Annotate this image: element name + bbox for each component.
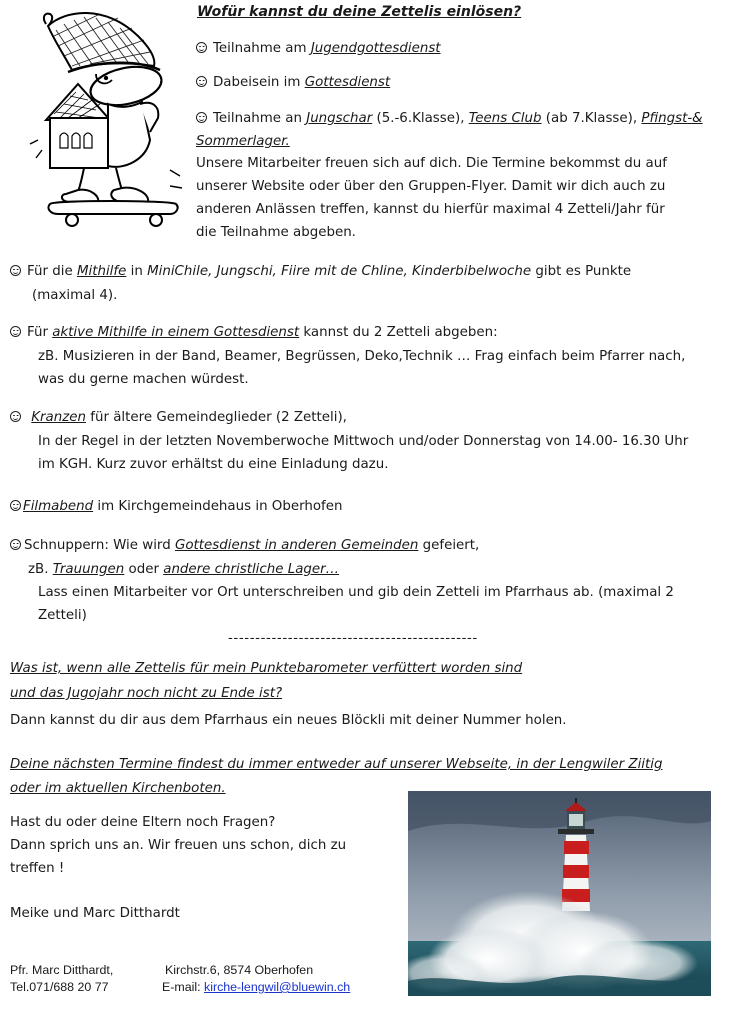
lighthouse-photo xyxy=(408,791,711,996)
list-item-jugendgottesdienst: Teilnahme am Jugendgottesdienst xyxy=(196,40,441,57)
smiley-icon xyxy=(10,265,21,276)
paragraph-line: Lass einen Mitarbeiter vor Ort unterschreiben und gib dein Zetteli im Pfarrhaus ab. (maximal 2 xyxy=(38,585,674,600)
list-item-filmabend: Filmabend im Kirchgemeindehaus in Oberhofen xyxy=(10,498,342,515)
paragraph-line: die Teilnahme abgeben. xyxy=(196,225,356,240)
list-item-kranzen: Kranzen für ältere Gemeindeglieder (2 Zetteli), xyxy=(10,409,347,426)
paragraph-line: zB. Trauungen oder andere christliche Lager… xyxy=(28,562,340,577)
termine-line: Deine nächsten Termine findest du immer entweder auf unserer Webseite, in der Lengwiler Ziitig xyxy=(10,757,663,772)
smiley-icon xyxy=(10,411,21,422)
email-link[interactable]: kirche-lengwil@bluewin.ch xyxy=(204,980,351,994)
smiley-icon xyxy=(196,112,207,123)
list-item-schnuppern: Schnuppern: Wie wird Gottesdienst in anderen Gemeinden gefeiert, xyxy=(10,537,479,554)
list-item-aktive-mithilfe: Für aktive Mithilfe in einem Gottesdienst kannst du 2 Zetteli abgeben: xyxy=(10,324,498,341)
contact-line: Dann sprich uns an. Wir freuen uns schon, dich zu xyxy=(10,838,347,853)
list-item-jungschar: Teilnahme an Jungschar (5.-6.Klasse), Teens Club (ab 7.Klasse), Pfingst-& xyxy=(196,110,703,127)
contact-line: treffen ! xyxy=(10,861,65,876)
skateboard-church-cartoon xyxy=(20,0,190,228)
paragraph-line: was du gerne machen würdest. xyxy=(38,372,249,387)
footer-name: Pfr. Marc Ditthardt, xyxy=(10,963,114,977)
paragraph-line: anderen Anlässen treffen, kannst du hierfür maximal 4 Zetteli/Jahr für xyxy=(196,202,665,217)
paragraph-line: Zetteli) xyxy=(38,608,87,623)
smiley-icon xyxy=(196,42,207,53)
contact-line: Hast du oder deine Eltern noch Fragen? xyxy=(10,815,276,830)
paragraph-line: In der Regel in der letzten Novemberwoche Mittwoch und/oder Donnerstag von 14.00- 16.30 Uhr xyxy=(38,434,689,449)
paragraph-line: Unsere Mitarbeiter freuen sich auf dich. Die Termine bekommst du auf xyxy=(196,156,667,171)
paragraph-line: (maximal 4). xyxy=(32,288,118,303)
termine-line: oder im aktuellen Kirchenboten. xyxy=(10,781,226,796)
smiley-icon xyxy=(10,326,21,337)
smiley-icon xyxy=(10,500,21,511)
heading-text: Wofür kannst du deine Zettelis einlösen? xyxy=(197,4,522,20)
question-line: Was ist, wenn alle Zettelis für mein Punktebarometer verfüttert worden sind xyxy=(10,661,523,676)
footer-phone: Tel.071/688 20 77 xyxy=(10,980,109,994)
footer-email: E-mail: kirche-lengwil@bluewin.ch xyxy=(162,980,351,994)
smiley-icon xyxy=(196,76,207,87)
divider: ---------------------------------------------- xyxy=(228,631,478,646)
signature: Meike und Marc Ditthardt xyxy=(10,906,180,921)
question-line: und das Jugojahr noch nicht zu Ende ist? xyxy=(10,686,283,701)
list-item-gottesdienst: Dabeisein im Gottesdienst xyxy=(196,74,390,91)
section-heading xyxy=(197,4,521,21)
answer-line: Dann kannst du dir aus dem Pfarrhaus ein neues Blöckli mit deiner Nummer holen. xyxy=(10,713,567,728)
footer-address: Kirchstr.6, 8574 Oberhofen xyxy=(165,963,314,977)
list-item-jungschar-cont: Sommerlager. xyxy=(196,134,290,149)
link-jugendgottesdienst: Jugendgottesdienst xyxy=(310,41,441,56)
paragraph-line: im KGH. Kurz zuvor erhältst du eine Einladung dazu. xyxy=(38,457,389,472)
smiley-icon xyxy=(10,539,21,550)
paragraph-line: zB. Musizieren in der Band, Beamer, Begrüssen, Deko,Technik … Frag einfach beim Pfarrer nach, xyxy=(38,349,686,364)
list-item-mithilfe: Für die Mithilfe in MiniChile, Jungschi, Fiire mit de Chline, Kinderbibelwoche gibt es Punkte xyxy=(10,263,631,280)
paragraph-line: unserer Website oder über den Gruppen-Flyer. Damit wir dich auch zu xyxy=(196,179,666,194)
